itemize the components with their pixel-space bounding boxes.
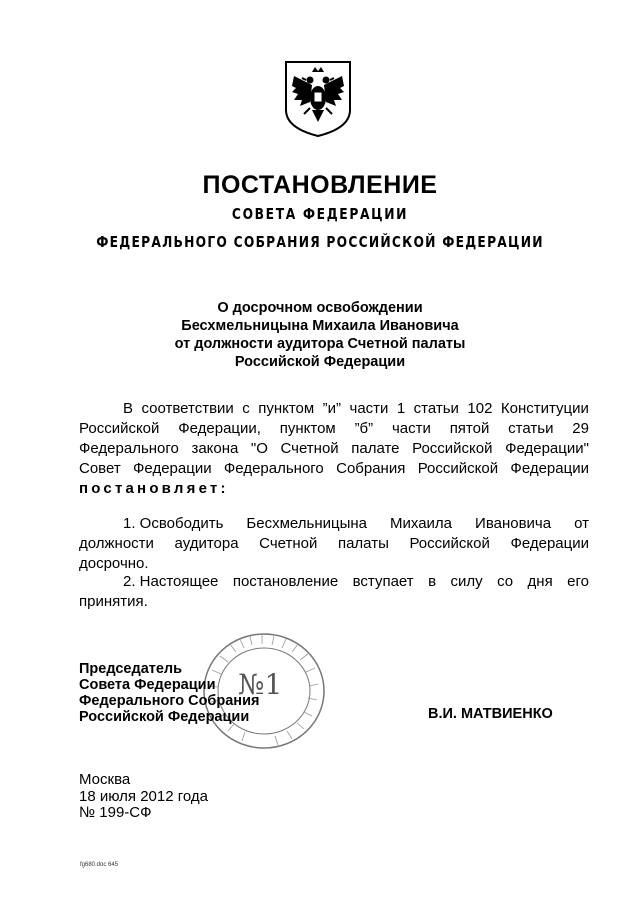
document-title: ПОСТАНОВЛЕНИЕ xyxy=(202,171,438,199)
date: 18 июля 2012 года xyxy=(79,787,208,805)
signatory-line: Председатель xyxy=(79,661,183,677)
issuer-line-2: ФЕДЕРАЛЬНОГО СОБРАНИЯ РОССИЙСКОЙ ФЕДЕРАЦИИ xyxy=(96,233,544,251)
preamble-line: Федерального закона "О Счетной палате Российской Федерации" xyxy=(79,440,589,457)
place-date-block xyxy=(79,772,208,822)
item-2-paragraph xyxy=(79,572,589,612)
issuer-line-1: СОВЕТА ФЕДЕРАЦИИ xyxy=(231,205,409,223)
signatory-name: В.И. МАТВИЕНКО xyxy=(428,706,553,722)
coat-of-arms-emblem xyxy=(282,58,354,138)
subject-line: Российской Федерации xyxy=(234,354,406,370)
stamp-number: №1 xyxy=(238,668,283,701)
subject-line: Бесхмельницына Михаила Ивановича xyxy=(181,318,459,334)
preamble-line: Российской Федерации, пунктом ”б” части пятой статьи 29 xyxy=(79,420,589,437)
item-line: 1. Освободить Бесхмельницына Михаила Ивановича от xyxy=(123,515,589,532)
item-line: досрочно. xyxy=(79,555,149,572)
item-1-paragraph xyxy=(79,514,589,574)
subject-line: О досрочном освобождении xyxy=(217,300,423,316)
item-line: принятия. xyxy=(79,593,148,610)
signatory-line: Федерального Собрания xyxy=(79,693,260,709)
signatory-line: Российской Федерации xyxy=(79,709,250,725)
signatory-line: Совета Федерации xyxy=(79,677,216,693)
file-reference: fg680.doc 645 xyxy=(80,862,119,868)
preamble-paragraph xyxy=(79,399,589,499)
signatory-position xyxy=(79,661,259,725)
item-line: 2. Настоящее постановление вступает в силу со дня его xyxy=(123,573,589,590)
item-line: должности аудитора Счетной палаты Российской Федерации xyxy=(79,535,589,552)
preamble-line: Совет Федерации Федерального Собрания Российской Федерации xyxy=(79,460,589,477)
city: Москва xyxy=(79,771,131,788)
subject-line: от должности аудитора Счетной палаты xyxy=(174,336,466,352)
resolution-subject xyxy=(0,299,640,371)
preamble-line: В соответствии с пунктом ”и” части 1 статьи 102 Конституции xyxy=(123,400,589,417)
resolves-word: постановляет: xyxy=(79,480,229,497)
document-number: № 199-СФ xyxy=(79,804,152,821)
